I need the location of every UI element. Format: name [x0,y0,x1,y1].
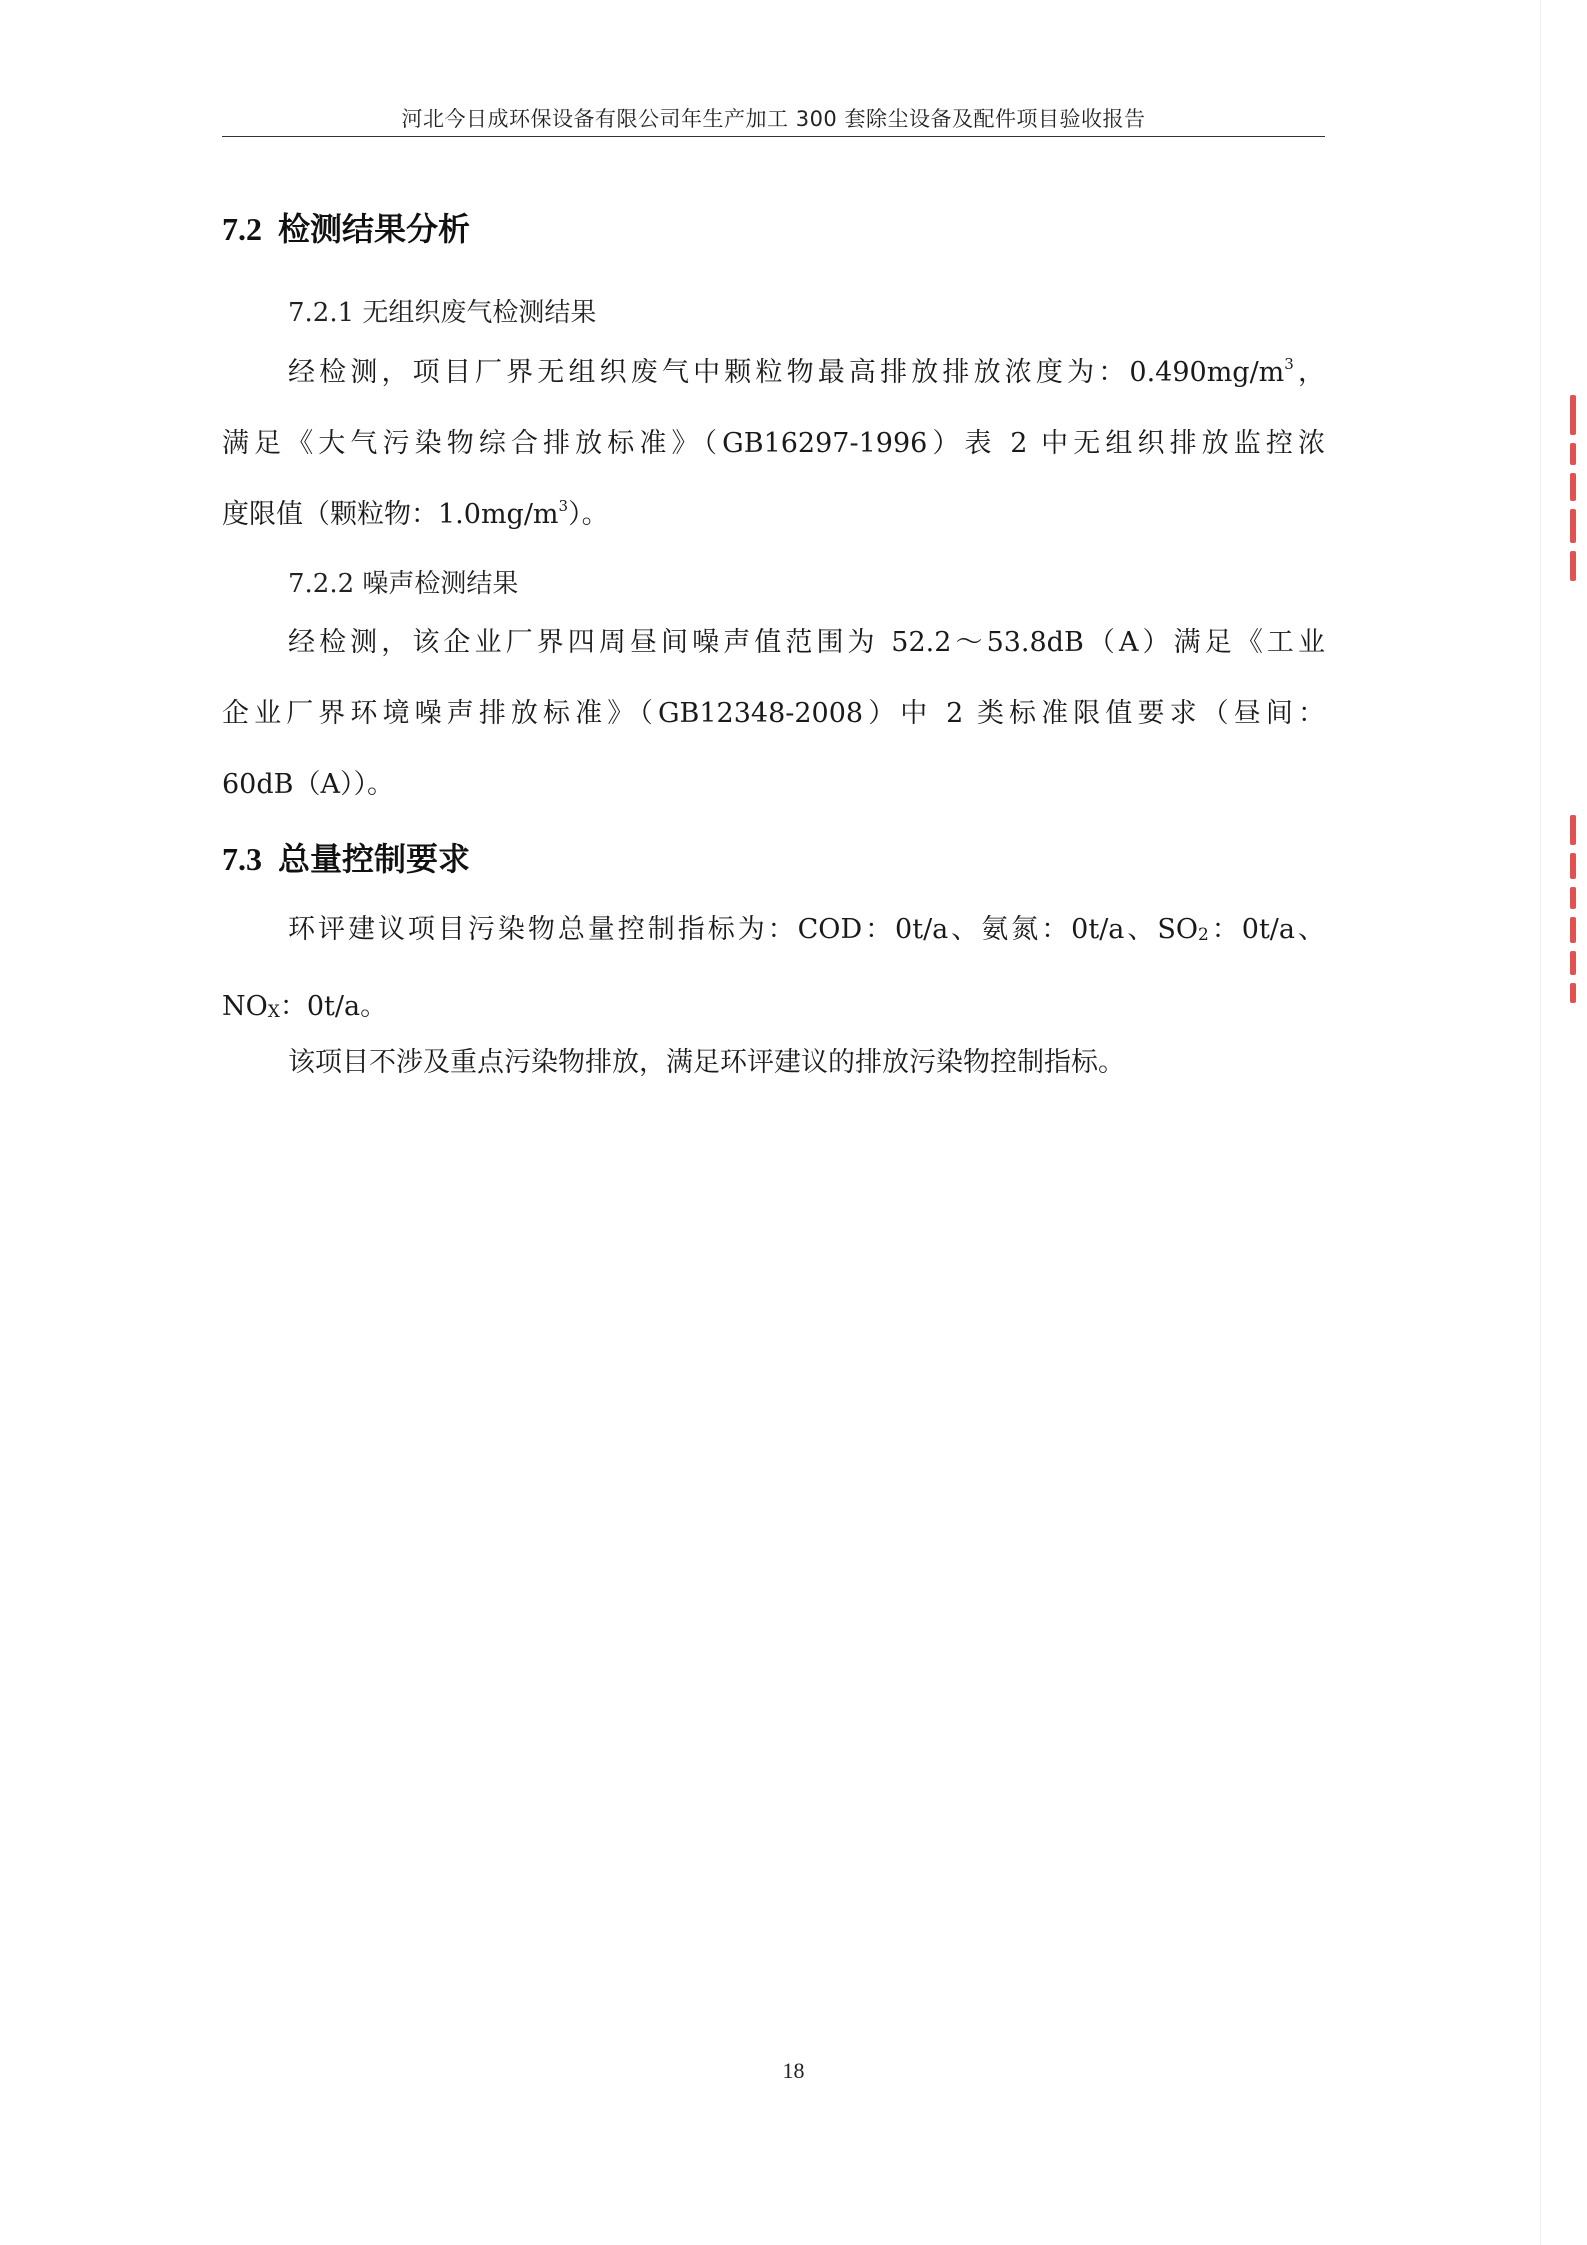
section-7-2-heading [222,204,470,250]
paragraph-line: 经检测，项目厂界无组织废气中颗粒物最高排放排放浓度为：$0.490mg/m^3$， [288,355,1325,388]
paragraph-line: 60dB（A））。 [222,769,394,800]
paragraph-noise-result [222,607,1325,820]
paragraph-line: 环评建议项目污染物总量控制指标为：COD：0t/a、氨氮：0t/a、SO2：0t/a、 [288,914,1325,945]
page-number: 18 [782,2058,805,2083]
header-rule [222,136,1325,137]
paragraph-line: 企业厂界环境噪声排放标准》（GB12348-2008）中 2 类标准限值要求（昼间： [222,698,1325,729]
seal-fragment-lower [1559,815,1587,1011]
paragraph-total-control [222,894,1325,1048]
subsection-7-2-2-heading: 7.2.2 噪声检测结果 [288,569,519,599]
paragraph-line: NOX：0t/a。 [222,991,388,1022]
scan-edge [1540,0,1541,2245]
paragraph-exhaust-result [222,337,1325,550]
paragraph-line: 度限值（颗粒物：$1.0mg/m^3$）。 [222,497,609,530]
section-7-3-heading [222,834,470,880]
paragraph-line: 经检测，该企业厂界四周昼间噪声值范围为 52.2～53.8dB（A）满足《工业 [288,627,1325,658]
paragraph-conclusion [222,1027,1325,1098]
paragraph-line: 该项目不涉及重点污染物排放，满足环评建议的排放污染物控制指标。 [288,1047,1125,1078]
section-number: 7.2 [222,211,262,247]
section-number: 7.3 [222,841,262,877]
section-title: 总量控制要求 [278,840,471,878]
seal-fragment-upper [1559,395,1587,589]
subsection-7-2-1-heading: 7.2.1 无组织废气检测结果 [288,298,597,328]
paragraph-line: 满足《大气污染物综合排放标准》（GB16297-1996）表 2 中无组织排放监控浓 [222,428,1325,459]
section-title: 检测结果分析 [278,210,471,248]
page-header: 河北今日成环保设备有限公司年生产加工 300 套除尘设备及配件项目验收报告 [401,107,1146,131]
